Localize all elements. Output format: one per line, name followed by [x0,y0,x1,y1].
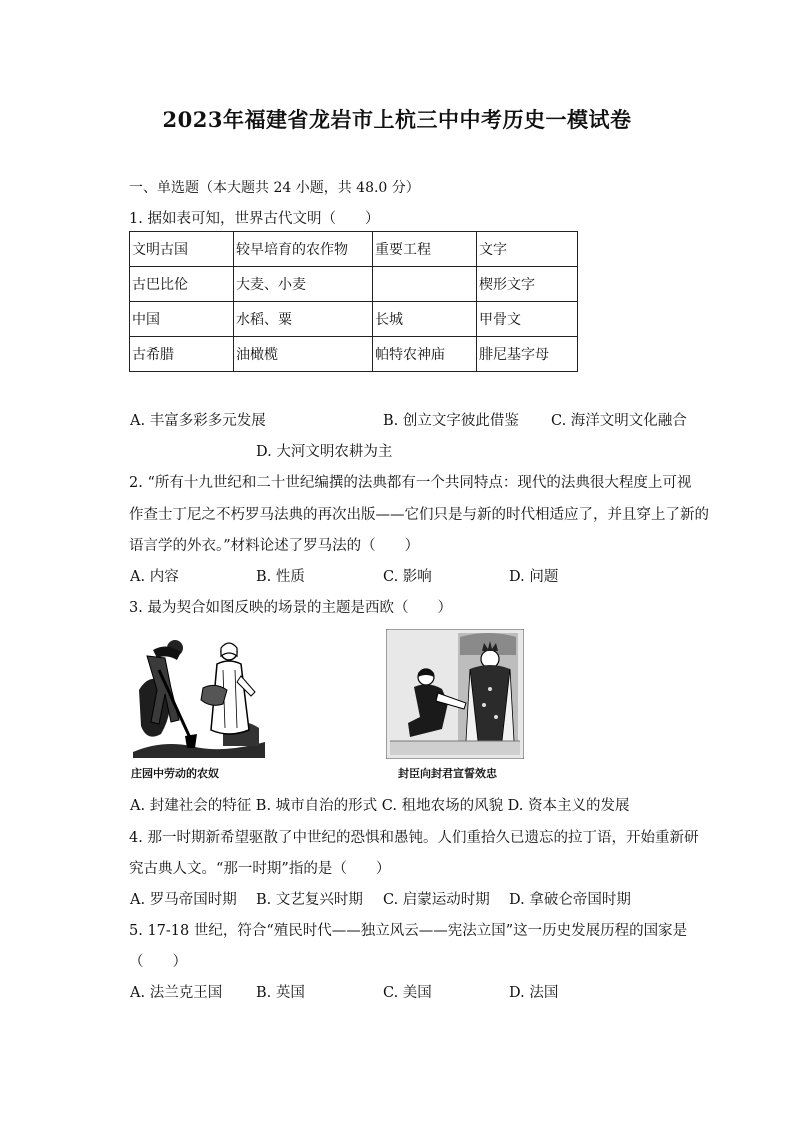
q4-option-a[interactable]: A. 罗马帝国时期 [130,892,237,908]
q5-option-b[interactable]: B. 英国 [256,985,305,1001]
q3-stem: 3. 最为契合如图反映的场景的主题是西欧（ ） [129,600,452,616]
q5-stem-line: 5. 17-18 世纪，符合“殖民时代——独立风云——宪法立国”这一历史发展历程的国家是 [129,923,688,939]
table-cell: 古巴比伦 [130,267,234,302]
q1-option-a[interactable]: A. 丰富多彩多元发展 [130,413,266,429]
exam-title: 2023年福建省龙岩市上杭三中中考历史一模试卷 [162,107,632,132]
table-header-cell: 文字 [477,232,578,267]
q5-option-c[interactable]: C. 美国 [383,985,432,1001]
table-header-row [130,232,578,267]
q5-stem-line: （ ） [129,954,187,970]
q1-option-b[interactable]: B. 创立文字彼此借鉴 [383,413,519,429]
figure-caption-serfs: 庄园中劳动的农奴 [131,767,219,780]
q2-stem-line: 语言学的外衣。”材料论述了罗马法的（ ） [129,538,420,554]
table-row [130,267,578,302]
table-cell: 中国 [130,302,234,337]
q1-option-c[interactable]: C. 海洋文明文化融合 [551,413,687,429]
table-cell: 古希腊 [130,337,234,372]
table-cell: 甲骨文 [477,302,578,337]
q1-stem: 1. 据如表可知，世界古代文明（ ） [129,211,380,227]
table-cell: 长城 [373,302,477,337]
table-cell: 油橄榄 [234,337,373,372]
table-row [130,337,578,372]
q2-option-a[interactable]: A. 内容 [130,569,179,585]
q2-option-d[interactable]: D. 问题 [509,569,559,585]
table-cell: 腓尼基字母 [477,337,578,372]
q2-option-c[interactable]: C. 影响 [383,569,432,585]
table-cell [373,267,477,302]
table-cell: 大麦、小麦 [234,267,373,302]
q4-option-d[interactable]: D. 拿破仑帝国时期 [509,892,631,908]
serfs-illustration [131,630,267,760]
vassal-oath-illustration [386,629,524,759]
table-cell: 楔形文字 [477,267,578,302]
q2-stem-line: 2. “所有十九世纪和二十世纪编撰的法典都有一个共同特点：现代的法典很大程度上可视 [129,475,692,491]
q3-options[interactable]: A. 封建社会的特征 B. 城市自治的形式 C. 租地农场的风貌 D. 资本主义的发展 [130,798,630,814]
q4-option-c[interactable]: C. 启蒙运动时期 [383,892,490,908]
table-header-cell: 较早培育的农作物 [234,232,373,267]
q5-option-d[interactable]: D. 法国 [509,985,559,1001]
q2-option-b[interactable]: B. 性质 [256,569,305,585]
table-cell: 水稻、粟 [234,302,373,337]
table-header-cell: 重要工程 [373,232,477,267]
q4-stem-line: 4. 那一时期新希望驱散了中世纪的恐惧和愚钝。人们重拾久已遗忘的拉丁语，开始重新研 [129,830,699,846]
table-row [130,302,578,337]
table-header-cell: 文明古国 [130,232,234,267]
civilization-table [129,231,578,372]
section-heading: 一、单选题（本大题共 24 小题，共 48.0 分） [129,180,420,196]
q4-option-b[interactable]: B. 文艺复兴时期 [256,892,363,908]
table-cell: 帕特农神庙 [373,337,477,372]
figure-caption-vassal: 封臣向封君宣誓效忠 [398,767,497,780]
q5-option-a[interactable]: A. 法兰克王国 [130,985,223,1001]
q2-stem-line: 作查士丁尼之不朽罗马法典的再次出版——它们只是与新的时代相适应了，并且穿上了新的 [129,507,709,523]
q4-stem-line: 究古典人文。“那一时期”指的是（ ） [129,861,391,877]
q1-option-d[interactable]: D. 大河文明农耕为主 [256,444,393,460]
